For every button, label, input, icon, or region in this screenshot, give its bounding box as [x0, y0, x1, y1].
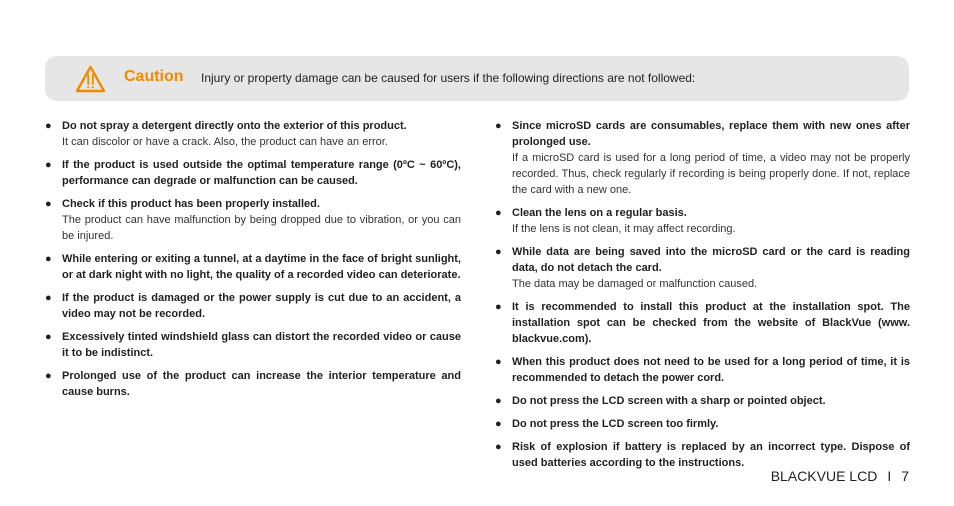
footer-separator: I [887, 468, 892, 484]
page-number: 7 [901, 468, 909, 484]
list-item [45, 196, 461, 244]
bullet: ● [495, 395, 502, 407]
item-heading: Do not spray a detergent directly onto the exterior of this product. [62, 120, 407, 132]
bullet: ● [495, 207, 502, 219]
bullet: ● [45, 159, 52, 171]
footer-product-name: BLACKVUE LCD [770, 468, 878, 484]
item-text: If the lens is not clean, it may affect recording. [512, 223, 736, 235]
list-item [495, 393, 910, 409]
bullet: ● [495, 120, 502, 132]
item-heading: When this product does not need to be used for a long period of time, it is recommended to detach the power cord. [512, 356, 910, 384]
list-item [45, 251, 461, 283]
list-item [45, 157, 461, 189]
list-item [45, 368, 461, 400]
item-heading: Do not press the LCD screen with a sharp or pointed object. [512, 395, 826, 407]
item-heading: Prolonged use of the product can increase the interior temperature and cause burns. [62, 370, 461, 398]
item-heading: It is recommended to install this product at the installation spot. The installation spot can be checked from the website of BlackVue (www. blackvue.com). [512, 301, 910, 345]
list-item [495, 299, 910, 347]
list-item [45, 290, 461, 322]
caution-title: Caution [124, 68, 184, 85]
item-text: If a microSD card is used for a long period of time, a video may not be properly recorded. Thus, check regularly if recording is being properly done. If not, replace the card with a new one. [512, 152, 910, 196]
list-item [495, 439, 910, 471]
bullet: ● [495, 356, 502, 368]
item-heading: If the product is used outside the optimal temperature range (0ºC ~ 60ºC), performance can degrade or malfunction can be caused. [62, 159, 461, 187]
item-heading: Clean the lens on a regular basis. [512, 207, 687, 219]
item-heading: Excessively tinted windshield glass can distort the recorded video or cause it to be indistinct. [62, 331, 461, 359]
list-item [495, 205, 910, 237]
list-item [45, 118, 461, 150]
warning-triangle-icon [75, 65, 106, 93]
item-heading: Risk of explosion if battery is replaced by an incorrect type. Dispose of used batteries according to the instructions. [512, 441, 910, 469]
item-heading: Check if this product has been properly installed. [62, 198, 320, 210]
list-item [495, 416, 910, 432]
bullet: ● [45, 120, 52, 132]
item-heading: Do not press the LCD screen too firmly. [512, 418, 719, 430]
left-column [45, 118, 461, 407]
page-footer [771, 468, 909, 484]
bullet: ● [45, 370, 52, 382]
list-item [495, 354, 910, 386]
bullet: ● [495, 246, 502, 258]
item-text: The product can have malfunction by being dropped due to vibration, or you can be injured. [62, 214, 461, 242]
item-text: The data may be damaged or malfunction caused. [512, 278, 758, 290]
item-text: It can discolor or have a crack. Also, the product can have an error. [62, 136, 388, 148]
bullet: ● [45, 331, 52, 343]
bullet: ● [495, 441, 502, 453]
bullet: ● [45, 292, 52, 304]
item-heading: If the product is damaged or the power supply is cut due to an accident, a video may not be recorded. [62, 292, 461, 320]
right-column [495, 118, 910, 478]
item-heading: While data are being saved into the microSD card or the card is reading data, do not detach the card. [512, 246, 910, 274]
caution-text: Injury or property damage can be caused for users if the following directions are not followed: [201, 71, 696, 85]
list-item [45, 329, 461, 361]
bullet: ● [45, 253, 52, 265]
item-heading: While entering or exiting a tunnel, at a daytime in the face of bright sunlight, or at dark night with no light, the quality of a recorded video can deteriorate. [62, 253, 461, 281]
caution-banner [45, 56, 909, 101]
item-heading: Since microSD cards are consumables, replace them with new ones after prolonged use. [512, 120, 910, 148]
list-item [495, 244, 910, 292]
bullet: ● [495, 301, 502, 313]
bullet: ● [45, 198, 52, 210]
bullet: ● [495, 418, 502, 430]
list-item [495, 118, 910, 198]
